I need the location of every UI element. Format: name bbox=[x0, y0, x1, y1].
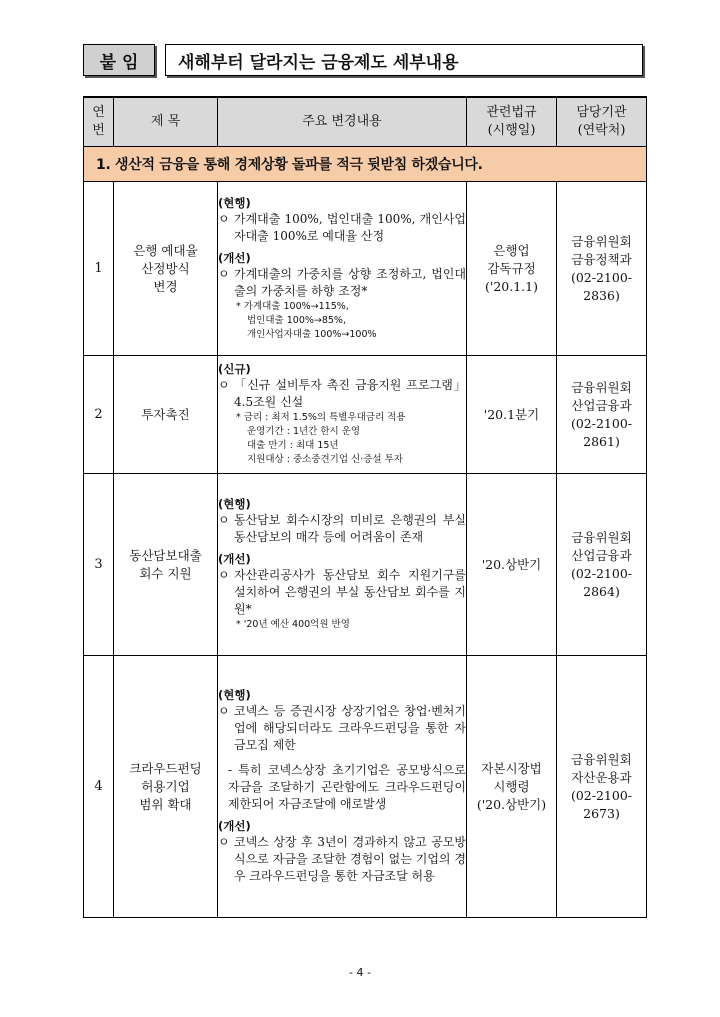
block-label: (현행) bbox=[218, 497, 251, 511]
law-line: ('20.1.1) bbox=[485, 278, 538, 294]
bullet-text: 자산관리공사가 동산담보 회수 지원기구를 설치하여 은행권의 부실 동산담보 회수를 지원* bbox=[234, 568, 466, 616]
law-line: ('20.상반기) bbox=[476, 796, 547, 812]
agency-line: 산업금융과 bbox=[571, 547, 632, 563]
agency-line: 산업금융과 bbox=[571, 397, 632, 413]
row-agency bbox=[557, 356, 647, 474]
col-header-agency-line: 담당기관 bbox=[576, 105, 627, 120]
col-header-law-line: 관련법규 bbox=[486, 105, 537, 120]
col-header-no bbox=[84, 97, 114, 147]
table-row bbox=[84, 356, 647, 474]
agency-line: (02-2100- bbox=[570, 787, 633, 803]
footnote-line: * '20년 예산 400억원 반영 bbox=[236, 619, 350, 630]
law-line: '20.1분기 bbox=[483, 406, 540, 422]
law-line: 은행업 bbox=[493, 242, 530, 258]
changes-table bbox=[83, 96, 647, 918]
col-header-agency-line: (연락처) bbox=[577, 123, 626, 138]
table-row bbox=[84, 182, 647, 356]
bullet-item bbox=[218, 211, 466, 245]
subject-line: 동산담보대출 bbox=[129, 547, 202, 563]
bullet-text: 「신규 설비투자 촉진 금융지원 프로그램」 4.5조원 신설 bbox=[234, 378, 466, 409]
footnote-line: 지원대상 : 중소중견기업 신·증설 투자 bbox=[247, 454, 403, 465]
agency-line: 금융위원회 bbox=[571, 379, 632, 395]
table-row bbox=[84, 474, 647, 656]
agency-line: (02-2100- bbox=[570, 565, 633, 581]
row-agency bbox=[557, 182, 647, 356]
row-content bbox=[218, 656, 467, 918]
row-subject bbox=[114, 474, 218, 656]
row-subject bbox=[114, 656, 218, 918]
row-agency bbox=[557, 656, 647, 918]
block-label: (개선) bbox=[218, 250, 251, 265]
sub-item bbox=[218, 762, 466, 813]
subject-line: 크라우드펀딩 bbox=[129, 760, 202, 776]
row-number: 2 bbox=[84, 356, 114, 474]
subject-line: 허용기업 bbox=[141, 778, 190, 794]
agency-line: (02-2100- bbox=[570, 415, 633, 431]
bullet-item bbox=[218, 377, 466, 411]
row-law bbox=[467, 656, 557, 918]
col-header-law bbox=[467, 97, 557, 147]
row-number: 4 bbox=[84, 656, 114, 918]
row-subject bbox=[114, 356, 218, 474]
page-title: 새해부터 달라지는 금융제도 세부내용 bbox=[165, 44, 643, 76]
footnote-line: 법인대출 100%→85%, bbox=[247, 314, 346, 326]
block-label: (개선) bbox=[218, 552, 251, 566]
bullet-item bbox=[218, 567, 466, 618]
col-header-no-line: 연 bbox=[92, 105, 105, 120]
agency-line: 금융위원회 bbox=[571, 529, 632, 545]
footnote bbox=[218, 618, 466, 632]
bullet-text: 가계대출 100%, 법인대출 100%, 개인사업자대출 100%로 예대율 산정 bbox=[234, 211, 466, 243]
agency-line: 2864) bbox=[583, 583, 620, 599]
bullet-marker: ㅇ bbox=[218, 704, 230, 718]
row-law bbox=[467, 182, 557, 356]
section-title: 1. 생산적 금융을 통해 경제상황 돌파를 적극 뒷받침 하겠습니다. bbox=[84, 147, 647, 182]
sub-item-text: - 특히 코넥스상장 초기기업은 공모방식으로 자금을 조달하기 곤란함에도 크라우드펀딩이 제한되어 자금조달에 애로발생 bbox=[228, 763, 466, 811]
table-row bbox=[84, 656, 647, 918]
row-content bbox=[218, 356, 467, 474]
block-label: (현행) bbox=[218, 195, 251, 210]
agency-line: 금융위원회 bbox=[571, 751, 632, 767]
bullet-item bbox=[218, 834, 466, 885]
row-subject bbox=[114, 182, 218, 356]
bullet-marker: ㅇ bbox=[218, 378, 230, 392]
appendix-label: 붙 임 bbox=[83, 44, 155, 76]
row-content bbox=[218, 474, 467, 656]
agency-line: 자산운용과 bbox=[571, 769, 632, 785]
footnote bbox=[218, 300, 466, 342]
footnote-line: * 금리 : 최저 1.5%의 특별우대금리 적용 bbox=[236, 412, 406, 423]
row-law bbox=[467, 474, 557, 656]
row-number: 3 bbox=[84, 474, 114, 656]
bullet-marker: ㅇ bbox=[218, 835, 230, 849]
row-content bbox=[218, 182, 467, 356]
agency-line: 2673) bbox=[583, 805, 620, 821]
subject-line: 회수 지원 bbox=[139, 565, 192, 581]
agency-line: 2836) bbox=[583, 287, 620, 303]
bullet-text: 동산담보 회수시장의 미비로 은행권의 부실 동산담보의 매각 등에 어려움이 존재 bbox=[234, 513, 466, 544]
law-line: '20.상반기 bbox=[481, 556, 542, 572]
footnote bbox=[218, 411, 466, 467]
bullet-marker: ㅇ bbox=[218, 211, 230, 226]
section-row bbox=[84, 147, 647, 182]
law-line: 자본시장법 bbox=[481, 760, 542, 776]
subject-line: 투자촉진 bbox=[141, 406, 190, 422]
agency-line: (02-2100- bbox=[570, 269, 633, 285]
col-header-law-line: (시행일) bbox=[487, 123, 536, 138]
law-line: 시행령 bbox=[493, 778, 530, 794]
col-header-agency bbox=[557, 97, 647, 147]
footnote-line: 운영기간 : 1년간 한시 운영 bbox=[247, 426, 361, 437]
row-law bbox=[467, 356, 557, 474]
law-line: 감독규정 bbox=[487, 260, 536, 276]
bullet-marker: ㅇ bbox=[218, 568, 230, 582]
block-label: (현행) bbox=[218, 688, 251, 702]
bullet-item bbox=[218, 266, 466, 300]
footnote-line: 대출 만기 : 최대 15년 bbox=[247, 440, 339, 451]
bullet-text: 가계대출의 가중치를 상향 조정하고, 법인대출의 가중치를 하향 조정* bbox=[234, 266, 466, 298]
bullet-text: 코넥스 상장 후 3년이 경과하지 않고 공모방식으로 자금을 조달한 경험이 없는 기업의 경우 크라우드펀딩을 통한 자금조달 허용 bbox=[234, 835, 466, 883]
agency-line: 금융정책과 bbox=[571, 251, 632, 267]
col-header-no-line: 번 bbox=[92, 123, 105, 138]
bullet-marker: ㅇ bbox=[218, 266, 230, 281]
block-label: (개선) bbox=[218, 819, 251, 833]
agency-line: 금융위원회 bbox=[571, 233, 632, 249]
subject-line: 은행 예대율 bbox=[133, 242, 198, 258]
bullet-item bbox=[218, 703, 466, 754]
agency-line: 2861) bbox=[583, 433, 620, 449]
row-agency bbox=[557, 474, 647, 656]
bullet-text: 코넥스 등 증권시장 상장기업은 창업·벤처기업에 해당되더라도 크라우드펀딩을 통한 자금모집 제한 bbox=[234, 704, 466, 752]
page-header bbox=[83, 44, 643, 78]
bullet-marker: ㅇ bbox=[218, 513, 230, 527]
row-number: 1 bbox=[84, 182, 114, 356]
block-label: (신규) bbox=[218, 362, 251, 376]
subject-line: 산정방식 bbox=[141, 260, 190, 276]
footnote-line: * 가계대출 100%→115%, bbox=[236, 300, 349, 312]
page-number: - 4 - bbox=[349, 966, 371, 979]
subject-line: 범위 확대 bbox=[139, 796, 192, 812]
col-header-subject: 제 목 bbox=[114, 97, 218, 147]
bullet-item bbox=[218, 512, 466, 546]
subject-line: 변경 bbox=[153, 278, 178, 294]
footnote-line: 개인사업자대출 100%→100% bbox=[247, 328, 377, 340]
col-header-content: 주요 변경내용 bbox=[218, 97, 467, 147]
table-header-row bbox=[84, 97, 647, 147]
